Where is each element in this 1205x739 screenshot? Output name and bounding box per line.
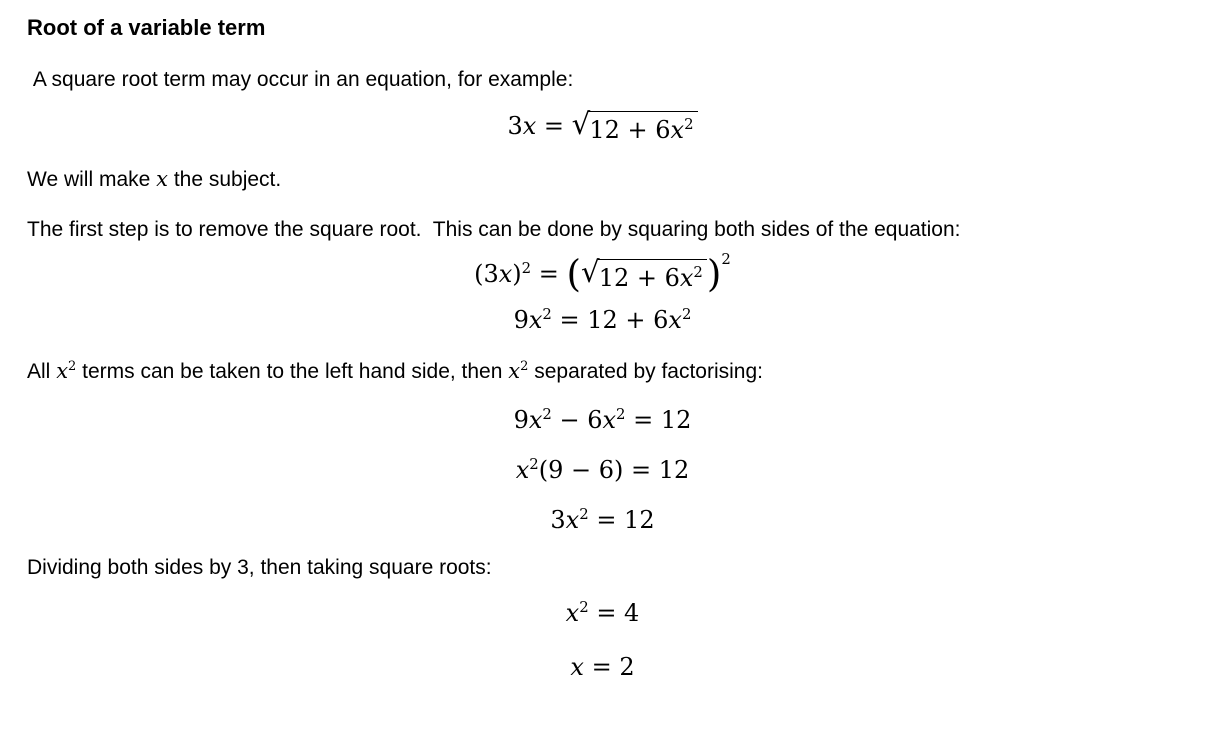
equation-original: 3x = √ $12 + 6x^2$ [27,110,1178,146]
section-title: Root of a variable term [27,15,266,40]
square-root [571,106,698,146]
paragraph-dividing: Dividing both sides by 3, then taking square roots: [27,555,492,579]
equation-expanded: $9x^2 = 12 + 6x^2$ [513,304,692,334]
paragraph-intro: A square root term may occur in an equation, for example: [27,68,574,92]
equation-x-squared: $x^2 = 4$ [565,597,640,627]
equation-collect-terms: $9x^2 - 6x^2 = 12$ [513,404,692,434]
paragraph-first-step: The first step is to remove the square root. This can be done by squaring both sides of the equation: [27,218,961,242]
equation-simplified: $3x^2 = 12$ [550,505,655,535]
radical-symbol: √ [581,254,600,289]
equation-solution: x = 2 [570,653,635,682]
radicand: $12 + 6x^2$ [588,111,697,146]
paragraph-factorising: All $x^2$ terms can be taken to the left hand side, then $x^2$ separated by factorising: [27,359,764,384]
equation-factorised: $x^2(9 - 6) = 12$ [515,454,690,484]
paragraph-make-subject: We will make x the subject. [27,167,282,192]
radicand: $12 + 6x^2$ [598,259,707,294]
radical-symbol: √ [571,106,591,141]
square-root [581,254,707,294]
equation-squared-both-sides: $(3x)^2$ = ( √ $12 + 6x^2$ )$^2$ [474,250,731,295]
